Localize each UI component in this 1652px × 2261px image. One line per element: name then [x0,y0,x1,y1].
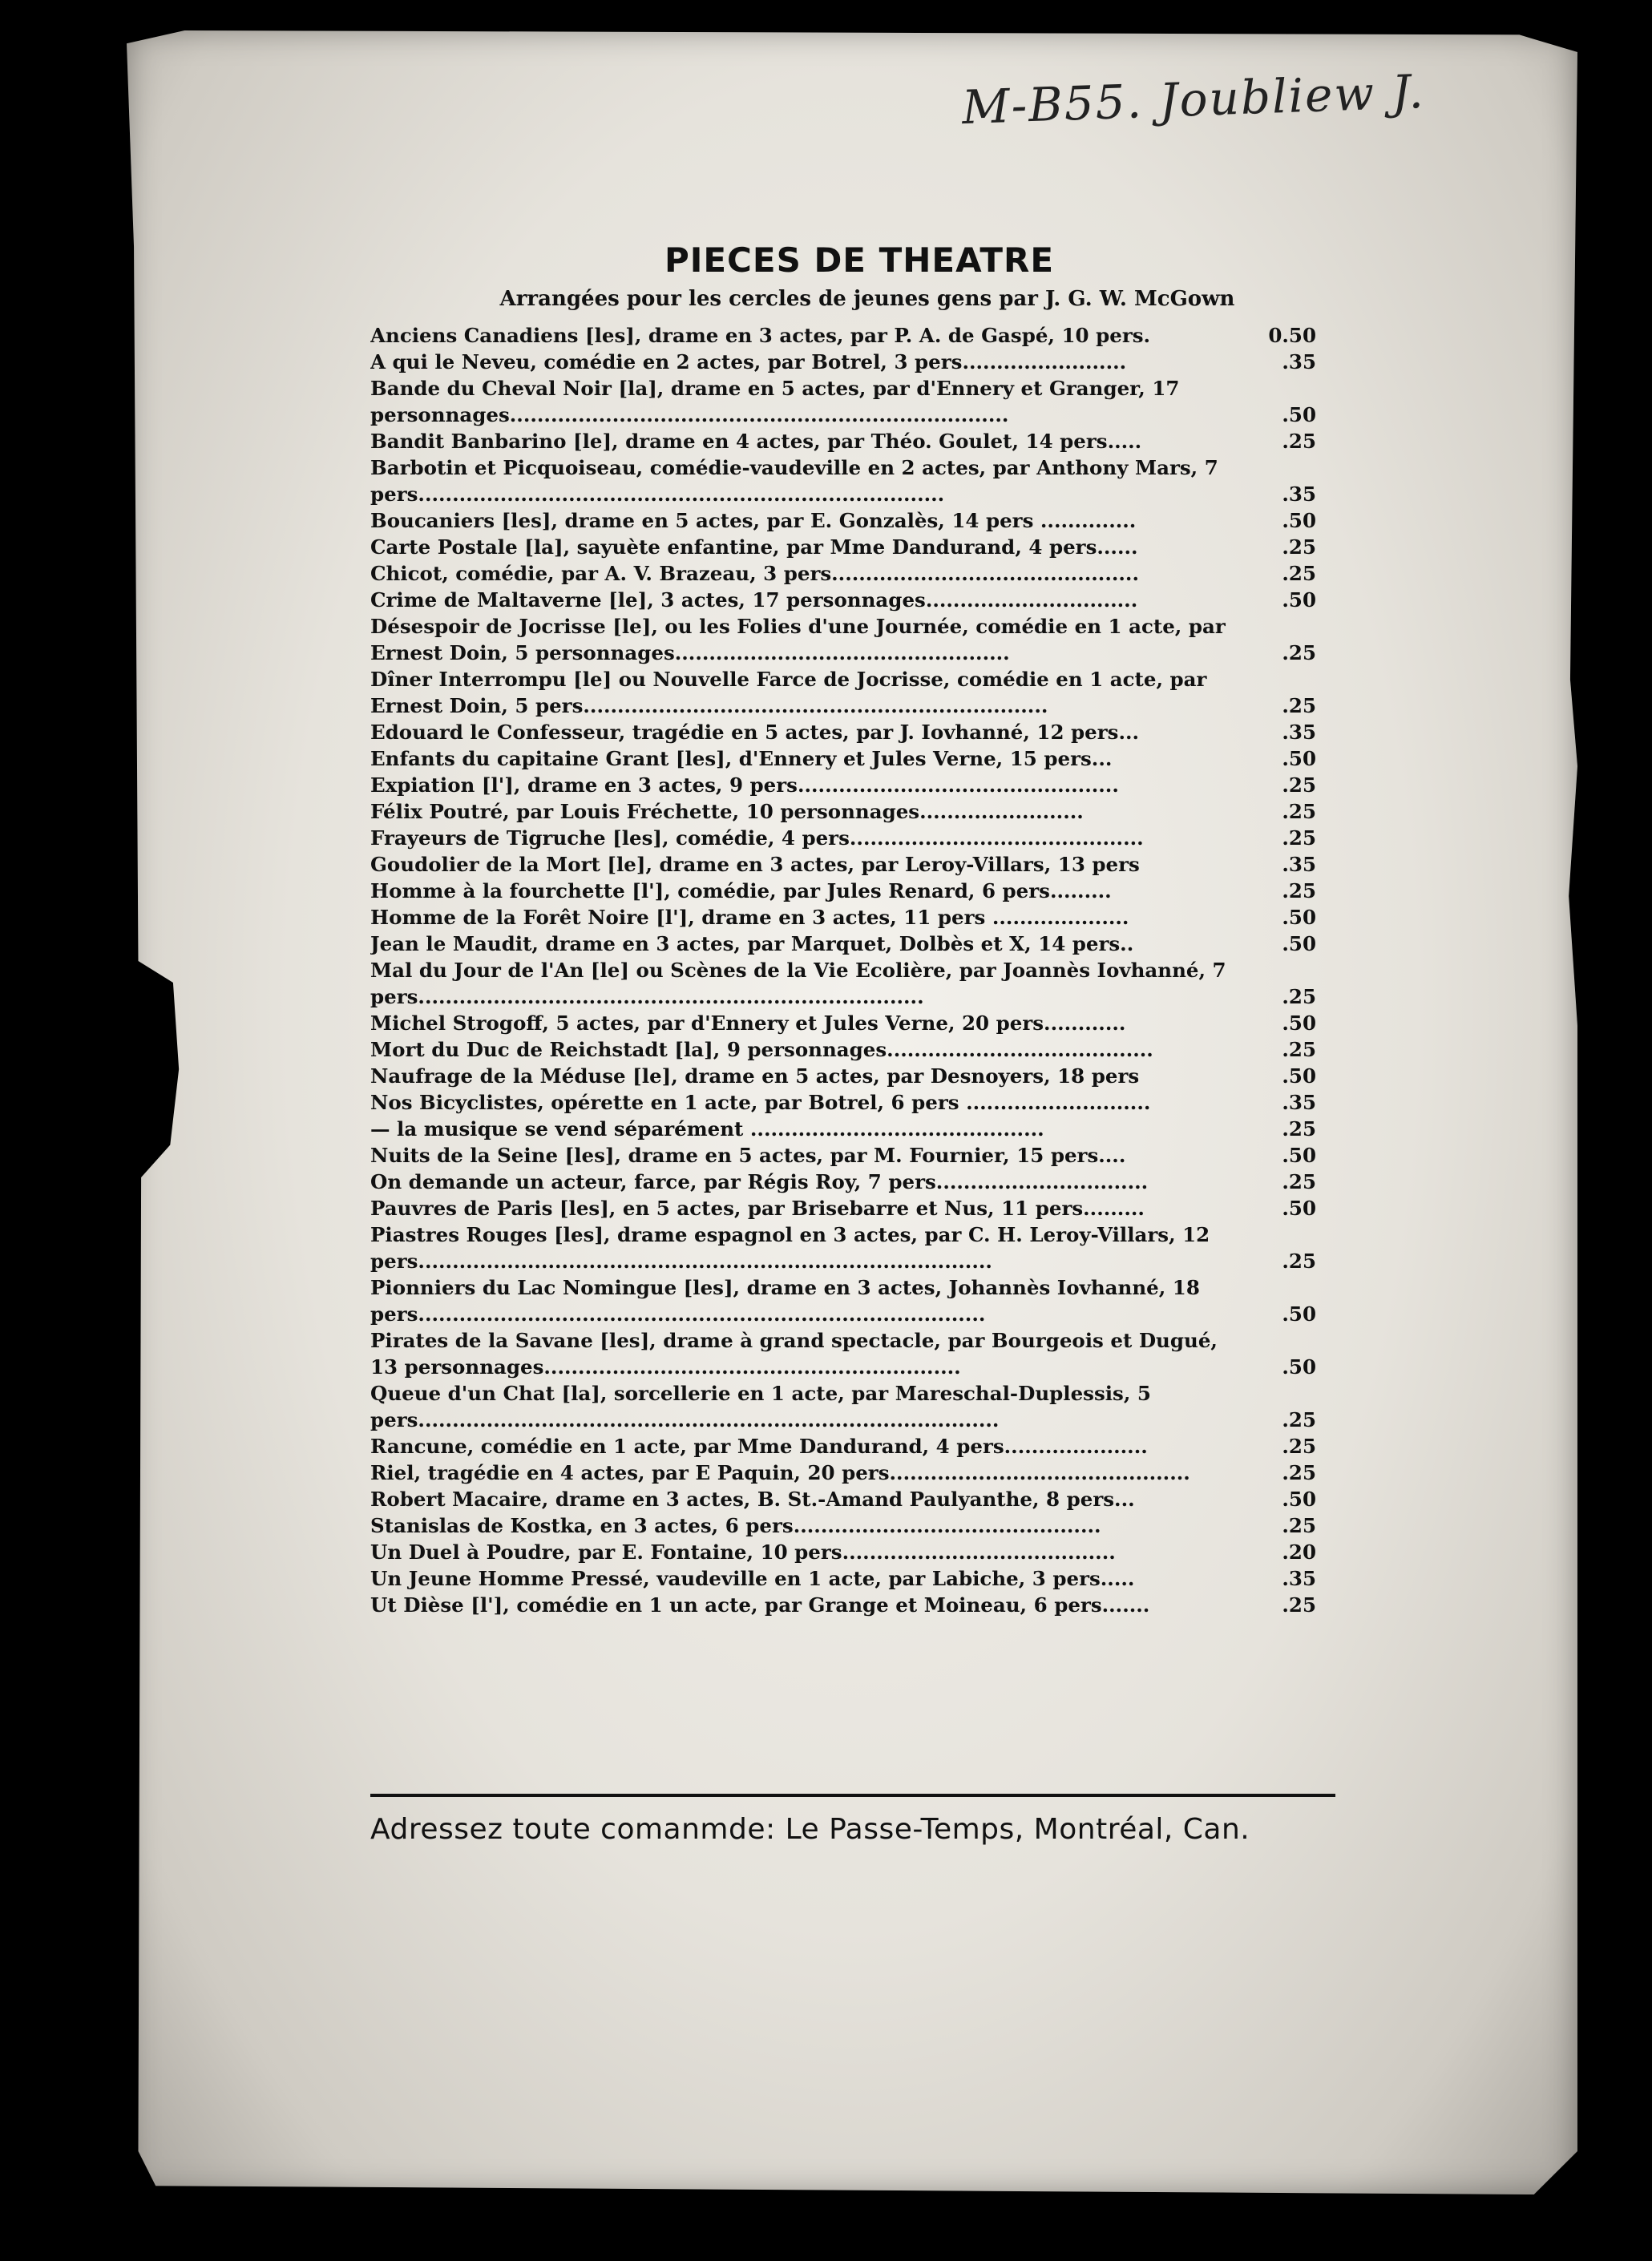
play-price: .25 [1282,773,1316,797]
play-price: .25 [1282,562,1316,585]
play-description: Désespoir de Jocrisse [le], ou les Folies d'une Journée, comédie en 1 acte, par Ernest Doin, 5 personnages................................................. [370,615,1226,664]
play-price: .25 [1282,1117,1316,1141]
play-description: Mort du Duc de Reichstadt [la], 9 personnages....................................... [370,1038,1153,1061]
page-subtitle: Arrangées pour les cercles de jeunes gens par J. G. W. McGown [499,287,1235,311]
play-price: .25 [1282,1593,1316,1617]
play-price: .35 [1282,1091,1316,1114]
play-entry [370,1089,1316,1116]
play-price: .50 [1282,1302,1316,1326]
catalog-content [370,240,1316,1618]
play-entry [370,957,1316,1010]
play-description: Chicot, comédie, par A. V. Brazeau, 3 pers............................................. [370,562,1139,585]
play-description: Michel Strogoff, 5 actes, par d'Ennery et Jules Verne, 20 pers............ [370,1011,1126,1035]
play-price: .25 [1282,1435,1316,1458]
play-entry [370,798,1316,825]
play-description: Félix Poutré, par Louis Fréchette, 10 personnages........................ [370,800,1084,823]
play-entry [370,1565,1316,1592]
play-price: .25 [1282,800,1316,823]
play-price: .25 [1282,1038,1316,1061]
play-entry [370,1433,1316,1460]
play-entry [370,507,1316,534]
play-entry [370,349,1316,375]
play-description: Pauvres de Paris [les], en 5 actes, par Brisebarre et Nus, 11 pers......... [370,1197,1145,1220]
play-entry [370,1380,1316,1433]
play-price: .50 [1282,588,1316,612]
play-price: .35 [1282,350,1316,373]
play-price: .25 [1282,1250,1316,1273]
play-price: .25 [1282,985,1316,1008]
play-price: .35 [1282,482,1316,506]
play-description: Queue d'un Chat [la], sorcellerie en 1 acte, par Mareschal-Duplessis, 5 pers..................................................................................... [370,1382,1151,1431]
play-price: .50 [1282,1144,1316,1167]
play-price: .50 [1282,747,1316,770]
play-description: A qui le Neveu, comédie en 2 actes, par Botrel, 3 pers........................ [370,350,1127,373]
play-description: Pionniers du Lac Nomingue [les], drame en 3 actes, Johannès Iovhanné, 18 pers................................................................................... [370,1276,1200,1326]
play-description: Piastres Rouges [les], drame espagnol en 3 actes, par C. H. Leroy-Villars, 12 pers.................................................................................... [370,1223,1210,1273]
play-price: 0.50 [1268,324,1316,347]
play-entry [370,1512,1316,1539]
play-price: .35 [1282,1567,1316,1590]
play-description: Frayeurs de Tigruche [les], comédie, 4 pers........................................... [370,826,1144,850]
play-entry [370,1010,1316,1036]
footer-address: Adressez toute comanmde: Le Passe-Temps, Montréal, Can. [370,1813,1250,1846]
play-price: .25 [1282,1514,1316,1537]
play-list [370,322,1316,1618]
play-price: .25 [1282,694,1316,717]
play-entry [370,454,1316,507]
play-entry [370,1116,1316,1142]
play-price: .35 [1282,721,1316,744]
play-description: Anciens Canadiens [les], drame en 3 actes, par P. A. de Gaspé, 10 pers. [370,324,1151,347]
play-entry [370,1486,1316,1512]
play-entry [370,851,1316,878]
play-price: .25 [1282,641,1316,664]
footer-divider [370,1794,1335,1797]
play-entry [370,534,1316,560]
play-entry [370,931,1316,957]
play-price: .25 [1282,535,1316,559]
play-entry [370,666,1316,719]
play-description: Bandit Banbarino [le], drame en 4 actes, par Théo. Goulet, 14 pers..... [370,430,1142,453]
play-entry [370,719,1316,745]
play-entry [370,1460,1316,1486]
play-entry [370,878,1316,904]
play-price: .35 [1282,853,1316,876]
play-price: .20 [1282,1540,1316,1564]
play-description: Stanislas de Kostka, en 3 actes, 6 pers............................................. [370,1514,1101,1537]
page-title: PIECES DE THEATRE [664,240,1055,280]
play-price: .25 [1282,430,1316,453]
play-entry [370,1063,1316,1089]
play-description: Robert Macaire, drame en 3 actes, B. St.-Amand Paulyanthe, 8 pers... [370,1488,1135,1511]
play-entry [370,1327,1316,1380]
play-description: Mal du Jour de l'An [le] ou Scènes de la Vie Ecolière, par Joannès Iovhanné, 7 pers.......................................................................... [370,959,1226,1008]
play-description: Carte Postale [la], sayuète enfantine, par Mme Dandurand, 4 pers...... [370,535,1138,559]
play-entry [370,587,1316,613]
play-entry [370,1036,1316,1063]
play-entry [370,560,1316,587]
play-entry [370,1221,1316,1274]
play-description: Nuits de la Seine [les], drame en 5 actes, par M. Fournier, 15 pers.... [370,1144,1126,1167]
play-price: .25 [1282,1170,1316,1193]
play-description: Goudolier de la Mort [le], drame en 3 actes, par Leroy-Villars, 13 pers [370,853,1140,876]
play-description: Edouard le Confesseur, tragédie en 5 actes, par J. Iovhanné, 12 pers... [370,721,1140,744]
play-entry [370,1274,1316,1327]
play-price: .50 [1282,1355,1316,1379]
play-price: .50 [1282,1064,1316,1088]
play-description: On demande un acteur, farce, par Régis Roy, 7 pers............................... [370,1170,1149,1193]
play-price: .50 [1282,509,1316,532]
play-entry [370,1195,1316,1221]
play-entry [370,375,1316,428]
play-description: Jean le Maudit, drame en 3 actes, par Marquet, Dolbès et X, 14 pers.. [370,932,1134,955]
play-description: Pirates de la Savane [les], drame à grand spectacle, par Bourgeois et Dugué, 13 personnages............................................................. [370,1329,1218,1379]
play-description: Dîner Interrompu [le] ou Nouvelle Farce de Jocrisse, comédie en 1 acte, par Ernest Doin, 5 pers.................................................................... [370,668,1207,717]
play-entry [370,1592,1316,1618]
play-description: Naufrage de la Méduse [le], drame en 5 actes, par Desnoyers, 18 pers [370,1064,1140,1088]
play-description: Barbotin et Picquoiseau, comédie-vaudeville en 2 actes, par Anthony Mars, 7 pers............................................................................. [370,456,1218,506]
handwritten-annotation: M-B55. Joubliew J. [960,63,1426,135]
play-description: Bande du Cheval Noir [la], drame en 5 actes, par d'Ennery et Granger, 17 personnages......................................................................... [370,377,1180,426]
play-description: Rancune, comédie en 1 acte, par Mme Dandurand, 4 pers..................... [370,1435,1148,1458]
play-entry [370,772,1316,798]
play-entry [370,904,1316,931]
play-description: Nos Bicyclistes, opérette en 1 acte, par Botrel, 6 pers ........................... [370,1091,1151,1114]
play-price: .50 [1282,1197,1316,1220]
play-description: Enfants du capitaine Grant [les], d'Ennery et Jules Verne, 15 pers... [370,747,1113,770]
play-entry [370,322,1316,349]
play-price: .50 [1282,403,1316,426]
play-description: Expiation [l'], drame en 3 actes, 9 pers............................................... [370,773,1119,797]
play-description: Ut Dièse [l'], comédie en 1 un acte, par Grange et Moineau, 6 pers....... [370,1593,1150,1617]
play-description: Crime de Maltaverne [le], 3 actes, 17 personnages............................... [370,588,1138,612]
play-price: .50 [1282,906,1316,929]
play-price: .50 [1282,1011,1316,1035]
play-price: .25 [1282,826,1316,850]
play-entry [370,1539,1316,1565]
play-description: Riel, tragédie en 4 actes, par E Paquin, 20 pers............................................ [370,1461,1190,1484]
play-entry [370,1169,1316,1195]
play-entry [370,428,1316,454]
play-description: Un Jeune Homme Pressé, vaudeville en 1 acte, par Labiche, 3 pers..... [370,1567,1135,1590]
play-entry [370,613,1316,666]
play-description: Homme à la fourchette [l'], comédie, par Jules Renard, 6 pers......... [370,879,1112,902]
play-entry [370,825,1316,851]
play-description: — la musique se vend séparément ........................................... [370,1117,1044,1141]
play-description: Homme de la Forêt Noire [l'], drame en 3 actes, 11 pers .................... [370,906,1129,929]
play-price: .25 [1282,1461,1316,1484]
play-price: .50 [1282,932,1316,955]
play-description: Boucaniers [les], drame en 5 actes, par E. Gonzalès, 14 pers .............. [370,509,1137,532]
play-entry [370,745,1316,772]
play-price: .50 [1282,1488,1316,1511]
play-description: Un Duel à Poudre, par E. Fontaine, 10 pers........................................ [370,1540,1116,1564]
play-price: .25 [1282,1408,1316,1431]
play-price: .25 [1282,879,1316,902]
play-entry [370,1142,1316,1169]
